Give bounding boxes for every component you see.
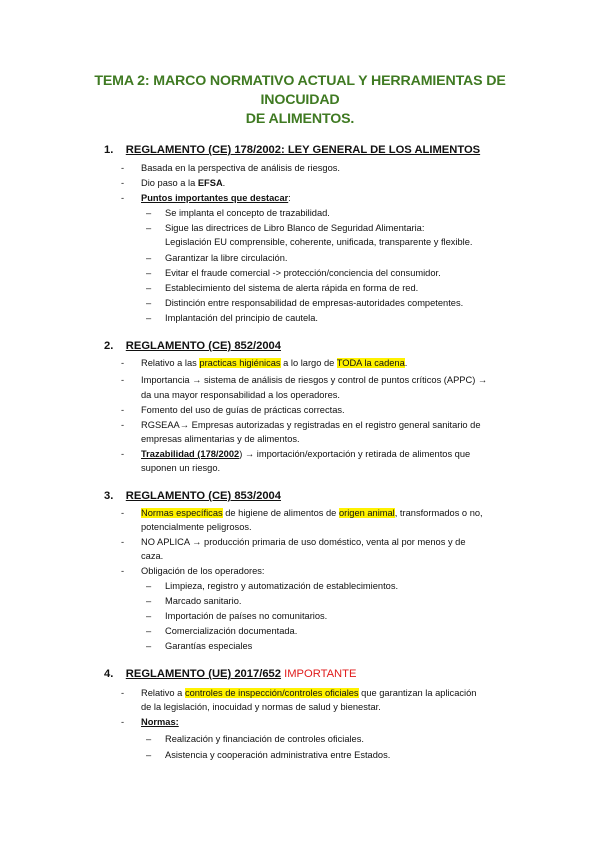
sub-list-item: Sigue las directrices de Libro Blanco de Seguridad Alimentaria:	[165, 223, 425, 233]
highlight: origen animal	[338, 508, 395, 518]
list-item: Dio paso a la EFSA.	[141, 178, 226, 188]
highlight: practicas higiénicas	[199, 358, 281, 368]
sub-list-item: Asistencia y cooperación administrativa entre Estados.	[165, 750, 391, 760]
section-number: 3.	[104, 490, 114, 502]
list-item-heading: Puntos importantes que destacar:	[141, 193, 291, 203]
highlight: Normas específicas	[141, 508, 223, 518]
section-title: REGLAMENTO (CE) 178/2002: LEY GENERAL DE LOS ALIMENTOS	[125, 144, 481, 156]
sub-list-item: Limpieza, registro y automatización de establecimientos.	[165, 581, 399, 591]
highlight: TODA la cadena	[336, 358, 405, 368]
sub-bullet: –	[146, 283, 152, 293]
sub-bullet: –	[146, 641, 152, 651]
list-item: NO APLICA → producción primaria de uso doméstico, venta al por menos y de	[141, 537, 466, 547]
list-item-continuation: de la legislación, inocuidad y normas de salud y bienestar.	[141, 702, 381, 712]
section-2-heading	[104, 340, 281, 352]
list-item: Trazabilidad (178/2002) → importación/exportación y retirada de alimentos que	[141, 449, 471, 459]
section-title: REGLAMENTO (CE) 852/2004	[125, 340, 282, 352]
list-item-continuation: caza.	[141, 551, 164, 561]
sub-bullet: –	[146, 734, 152, 744]
list-item: RGSEAA→ Empresas autorizadas y registradas en el registro general sanitario de	[141, 420, 481, 430]
list-item-heading: Normas:	[141, 717, 179, 727]
sub-bullet: –	[146, 313, 152, 323]
bullet: -	[121, 688, 125, 698]
section-number: 4.	[104, 668, 114, 680]
bullet: -	[121, 178, 125, 188]
sub-bullet: –	[146, 611, 152, 621]
section-number: 1.	[104, 144, 114, 156]
sub-bullet: –	[146, 208, 152, 218]
list-item: Relativo a las practicas higiénicas a lo largo de TODA la cadena.	[141, 358, 408, 368]
sub-bullet: –	[146, 268, 152, 278]
sub-list-item: Importación de países no comunitarios.	[165, 611, 328, 621]
sub-bullet: –	[146, 298, 152, 308]
list-item: Obligación de los operadores:	[141, 566, 265, 576]
sub-list-item: Se implanta el concepto de trazabilidad.	[165, 208, 330, 218]
section-3-heading	[104, 490, 281, 502]
title-line-2: DE ALIMENTOS.	[245, 111, 355, 127]
section-4-heading	[104, 668, 356, 680]
sub-list-item: Implantación del principio de cautela.	[165, 313, 318, 323]
bullet: -	[121, 566, 125, 576]
list-item-continuation: empresas alimentarias y de alimentos.	[141, 434, 300, 444]
bullet: -	[121, 717, 125, 727]
bullet: -	[121, 163, 125, 173]
section-1-heading	[104, 144, 480, 156]
sub-list-item: Establecimiento del sistema de alerta rápida en forma de red.	[165, 283, 419, 293]
sub-list-item: Garantías especiales	[165, 641, 253, 651]
sub-bullet: –	[146, 596, 152, 606]
sub-bullet: –	[146, 750, 152, 760]
bullet: -	[121, 508, 125, 518]
section-title: REGLAMENTO (UE) 2017/652	[125, 668, 282, 680]
sub-list-item: Evitar el fraude comercial -> protección/conciencia del consumidor.	[165, 268, 441, 278]
sub-list-item: Marcado sanitario.	[165, 596, 242, 606]
bullet: -	[121, 358, 125, 368]
sub-bullet: –	[146, 223, 152, 233]
title-line-1: TEMA 2: MARCO NORMATIVO ACTUAL Y HERRAMIENTAS DE INOCUIDAD	[94, 73, 506, 108]
sub-list-item: Comercialización documentada.	[165, 626, 298, 636]
sub-list-item: Garantizar la libre circulación.	[165, 253, 288, 263]
sub-bullet: –	[146, 581, 152, 591]
section-title: REGLAMENTO (CE) 853/2004	[125, 490, 282, 502]
sub-list-item: Distinción entre responsabilidad de empresas-autoridades competentes.	[165, 298, 464, 308]
list-item: Normas específicas de higiene de alimentos de origen animal, transformados o no,	[141, 508, 483, 518]
bullet: -	[121, 449, 125, 459]
sub-list-item: Realización y financiación de controles oficiales.	[165, 734, 364, 744]
document-title	[60, 72, 540, 129]
section-number: 2.	[104, 340, 114, 352]
list-item-continuation: potencialmente peligrosos.	[141, 522, 252, 532]
bullet: -	[121, 420, 125, 430]
list-item: Fomento del uso de guías de prácticas correctas.	[141, 405, 345, 415]
list-item: Relativo a controles de inspección/controles oficiales que garantizan la aplicación	[141, 688, 477, 698]
list-item: Basada en la perspectiva de análisis de riesgos.	[141, 163, 340, 173]
sub-bullet: –	[146, 626, 152, 636]
list-item-continuation: da una mayor responsabilidad a los operadores.	[141, 390, 340, 400]
bullet: -	[121, 375, 125, 385]
bullet: -	[121, 193, 125, 203]
list-item: Importancia → sistema de análisis de riesgos y control de puntos críticos (APPC) →	[141, 375, 488, 385]
bullet: -	[121, 537, 125, 547]
important-tag: IMPORTANTE	[284, 668, 357, 680]
highlight: controles de inspección/controles oficiales	[184, 688, 359, 698]
bullet: -	[121, 405, 125, 415]
sub-list-item-continuation: Legislación EU comprensible, coherente, unificada, transparente y flexible.	[165, 237, 473, 247]
sub-bullet: –	[146, 253, 152, 263]
list-item-continuation: suponen un riesgo.	[141, 463, 221, 473]
